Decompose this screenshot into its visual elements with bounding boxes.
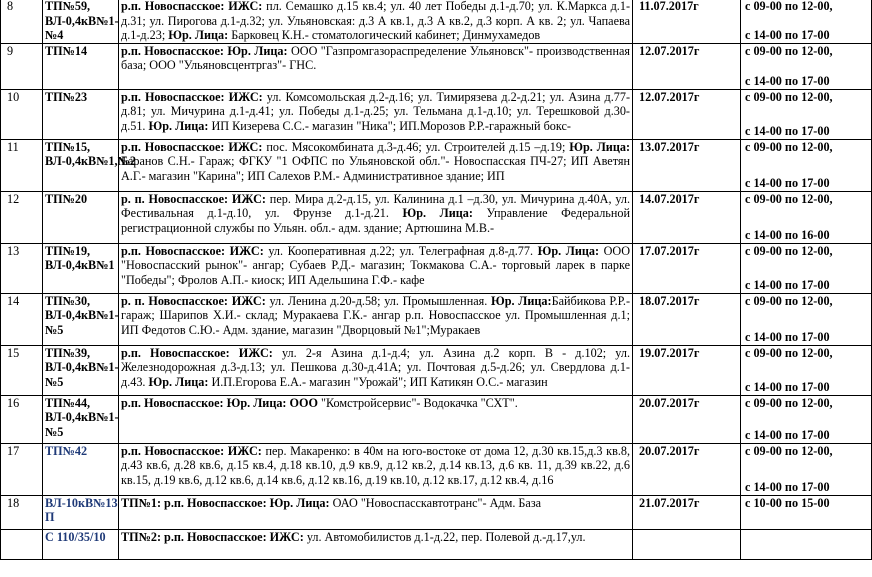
consumer-text: ул. Комсомольская д.2-д.16; ул. Тимирязева д.2-д.21; ул. Азина д.77-д.81; ул. Мичурина д.1-д.41; ул. Победы д.1-д.25; ул. Тельмана д.1-д.10; ул. Терешковой д.30-д.51. [121,89,630,133]
row-number: 9 [1,43,43,89]
outage-time-cell [741,443,872,495]
time-slot-afternoon: с 14-00 по 17-00 [745,380,830,395]
time-slot-morning: с 10-00 по 15-00 [745,495,830,510]
consumer-text: Байбикова Р.Р.- гараж; Шарипов Х.И.- склад; Муракаева Г.К.- ангар р.п. Новоспасское ул. Промышленная д.1; ИП Федотов С.Ю.- Адм. здание, магазин "Дворцовый №1";Муракаев [121,293,631,337]
outage-date: 19.07.2017г [633,345,741,395]
consumer-text: пос. Мясокомбината д.3-д.46; ул. Строителей д.15 –д.19; [266,139,570,154]
time-slot-morning: с 09-00 по 12-00, [745,395,833,410]
substation-cell: ТП№19, ВЛ-0,4кВ№1 [43,243,119,293]
table-row [1,89,872,139]
row-number: 16 [1,395,43,443]
consumer-text: пл. Семашко д.15 кв.4; ул. 40 лет Победы д.1-д.70; ул. К.Маркса д.1-д.31; ул. Пирогова д.1-д.32; ул. Ульяновская: д.3 А кв.1, д.3 А кв.2, д.3 корп. А кв. 2; ул. Чапаева д.1-д.23; [121,0,631,43]
table-row [1,345,872,395]
time-slot-afternoon: с 14-00 по 17-00 [745,176,830,191]
consumer-heading: ТП№1: р.п. Новоспасское: Юр. Лица: [121,495,333,510]
substation-cell: ТП№15, ВЛ-0,4кВ№1,№2 [43,139,119,191]
table-row [1,243,872,293]
outage-time-cell [741,293,872,345]
outage-time-cell [741,243,872,293]
consumer-text: ООО "Новоспасский рынок"- ангар; Субаев Р.Д.- магазин; Токмакова С.А.- торговый ларек в парке "Победы"; Фролов А.П.- киоск; ИП Адельшина Г.Ф.- кафе [121,243,630,287]
consumer-text: "Комстройсервис"- Водокачка "СХТ". [321,395,518,410]
consumer-heading: р.п. Новоспасское: ИЖС: [121,443,266,458]
consumer-heading: р.п. Новоспасское: ИЖС: [121,243,269,258]
time-slot-afternoon: с 14-00 по 17-00 [745,330,830,345]
consumers-cell [119,43,633,89]
outage-date: 12.07.2017г [633,89,741,139]
consumer-text: ул. Ленина д.20-д.58; ул. Промышленная. [269,293,492,308]
consumers-cell [119,529,633,559]
time-slot-morning: с 09-00 по 12-00, [745,43,833,58]
consumer-heading: Юр. Лица: [402,206,487,221]
consumer-heading: р.п. Новоспасское: ИЖС: [121,139,267,154]
time-slot-morning: с 09-00 по 12-00, [745,243,833,258]
outage-date: 17.07.2017г [633,243,741,293]
outage-date: 12.07.2017г [633,43,741,89]
table-row [1,43,872,89]
time-slot-afternoon: с 14-00 по 17-00 [745,74,830,89]
outage-time-cell [741,395,872,443]
outage-time-cell [741,139,872,191]
substation-cell: ТП№23 [43,89,119,139]
outage-time-cell [741,191,872,243]
consumer-heading: р.п. Новоспасское: ИЖС: [121,345,282,360]
consumer-heading: Юр. Лица: [148,374,212,389]
consumer-heading: р.п. Новоспасское: ИЖС: [121,0,267,13]
substation-cell: ТП№59, ВЛ-0,4кВ№1-№4 [43,0,119,43]
consumer-text: ул. Кооперативная д.22; ул. Телеграфная д.8-д.77. [268,243,538,258]
consumers-cell [119,345,633,395]
time-slot-afternoon: с 14-00 по 17-00 [745,428,830,443]
time-slot-afternoon: с 14-00 по 16-00 [745,228,830,243]
table-row [1,395,872,443]
time-slot-morning: с 09-00 по 12-00, [745,293,833,308]
consumer-text: ул. 2-я Азина д.1-д.4; ул. Азина д.2 корп. В - д.102; ул. Железнодорожная д.3-д.13; ул. Пешкова д.30-д.41А; ул. Почтовая д.5-д.26; ул. Свердлова д.1-д.43. [121,345,630,389]
table-row [1,0,872,43]
outage-time-cell [741,495,872,529]
consumer-text: пер. Мира д.2-д.15, ул. Калинина д.1 –д.30, ул. Мичурина д.40А, ул. Фестивальная д.1-д.10, ул. Фрунзе д.1-д.21. [121,191,631,221]
consumer-heading: р. п. Новоспасское: ИЖС: [121,191,270,206]
time-slot-afternoon: с 14-00 по 17-00 [745,28,830,43]
row-number: 15 [1,345,43,395]
time-slot-morning: с 09-00 по 12-00, [745,345,833,360]
outage-date: 11.07.2017г [633,0,741,43]
outage-date: 18.07.2017г [633,293,741,345]
time-slot-afternoon: с 14-00 по 17-00 [745,480,830,495]
consumer-text: ОАО "Новоспасскавтотранс"- Адм. База [332,495,542,510]
row-number: 17 [1,443,43,495]
outage-time-cell [741,345,872,395]
table-row [1,139,872,191]
consumer-heading: ООО [289,395,322,410]
consumer-text: Барковец К.Н.- стоматологический кабинет; Динмухамедов [231,28,541,43]
table-row [1,495,872,529]
consumer-text: ИП Кизерева С.С.- магазин "Ника"; ИП.Морозов Р.Р.-гаражный бокс- [211,118,571,133]
consumer-heading: Юр. Лица: [168,28,232,43]
substation-cell: ТП№20 [43,191,119,243]
table-body [1,0,872,559]
outage-time-cell [741,529,872,559]
time-slot-morning: с 09-00 по 12-00, [745,191,833,206]
row-number: 14 [1,293,43,345]
consumer-text: ООО "Газпромгазораспределение Ульяновск"- производственная база; ООО "Ульяновсцентргаз"- ГНС. [121,43,630,73]
time-slot-afternoon: с 14-00 по 17-00 [745,278,830,293]
consumer-text: И.П.Егорова Е.А.- магазин "Урожай"; ИП Катикян О.С.- магазин [211,374,548,389]
outage-time-cell [741,89,872,139]
substation-cell: ТП№42 [43,443,119,495]
consumers-cell [119,139,633,191]
outage-date: 20.07.2017г [633,395,741,443]
consumers-cell [119,293,633,345]
substation-cell: С 110/35/10 [43,529,119,559]
row-number: 10 [1,89,43,139]
consumers-cell [119,89,633,139]
consumer-heading: Юр. Лица: [148,118,212,133]
time-slot-afternoon: с 14-00 по 17-00 [745,124,830,139]
consumer-text: пер. Макаренко: в 40м на юго-востоке от дома 12, д.30 кв.15,д.3 кв.8, д.43 кв.6, д.28 кв.6, д.15 кв.4, д.18 кв.10, д.9 кв.9, д.12 кв.2, д.14 кв.13, д.6 кв. 11, д.39 кв.22, д.6 кв.15, д.19 кв.6, д.12 кв.6, д.14 кв.6, д.12 кв.16, д.19 кв.10, д.12 кв.17, д.12 кв.4, д.16 [121,443,631,487]
consumer-text: Управление Федеральной регистрационной службы по Ульян. обл.- адм. здание; Артюшина М.В.- [121,206,631,235]
time-slot-morning: с 09-00 по 12-00, [745,89,833,104]
row-number: 12 [1,191,43,243]
row-number: 11 [1,139,43,191]
consumer-text: ул. Автомобилистов д.1-д.22, пер. Полевой д.-д.17,ул. [306,529,586,544]
consumer-heading: р.п. Новоспасское: Юр. Лица: [121,43,291,58]
consumers-cell [119,395,633,443]
outage-time-cell [741,0,872,43]
substation-cell: ТП№14 [43,43,119,89]
consumer-heading: р. п. Новоспасское: ИЖС: [121,293,270,308]
substation-cell: ТП№39, ВЛ-0,4кВ№1-№5 [43,345,119,395]
outage-time-cell [741,43,872,89]
time-slot-morning: с 09-00 по 12-00, [745,443,833,458]
time-slot-morning: с 09-00 по 12-00, [745,0,833,13]
table-row [1,293,872,345]
consumer-heading: ТП№2: р.п. Новоспасское: ИЖС: [121,529,307,544]
outage-date: 14.07.2017г [633,191,741,243]
time-slot-morning: с 09-00 по 12-00, [745,139,833,154]
consumer-heading: Юр. Лица: [491,293,552,308]
substation-cell: ТП№44, ВЛ-0,4кВ№1-№5 [43,395,119,443]
row-number: 8 [1,0,43,43]
substation-cell: ТП№30, ВЛ-0,4кВ№1-№5 [43,293,119,345]
consumer-heading: р.п. Новоспасское: Юр. Лица: [121,395,290,410]
outage-date [633,529,741,559]
row-number: 13 [1,243,43,293]
outage-date: 13.07.2017г [633,139,741,191]
consumers-cell [119,243,633,293]
row-number: 18 [1,495,43,529]
table-row [1,191,872,243]
consumer-text: Баранов С.Н.- Гараж; ФГКУ "1 ОФПС по Ульяновской обл."- Новоспасская ПЧ-27; ИП Аветян А.Г.- магазин "Карина"; ИП Салехов Р.М.- Административное здание; ИП [121,154,630,183]
table-row [1,443,872,495]
row-number [1,529,43,559]
consumer-heading: Юр. Лица: [537,243,604,258]
outage-date: 20.07.2017г [633,443,741,495]
consumers-cell [119,443,633,495]
consumers-cell [119,0,633,43]
table-row [1,529,872,559]
consumers-cell [119,191,633,243]
outage-date: 21.07.2017г [633,495,741,529]
substation-cell: ВЛ-10кВ№13 П [43,495,119,529]
consumer-heading: Юр. Лица: [569,139,630,154]
consumer-heading: р.п. Новоспасское: ИЖС: [121,89,267,104]
consumers-cell [119,495,633,529]
